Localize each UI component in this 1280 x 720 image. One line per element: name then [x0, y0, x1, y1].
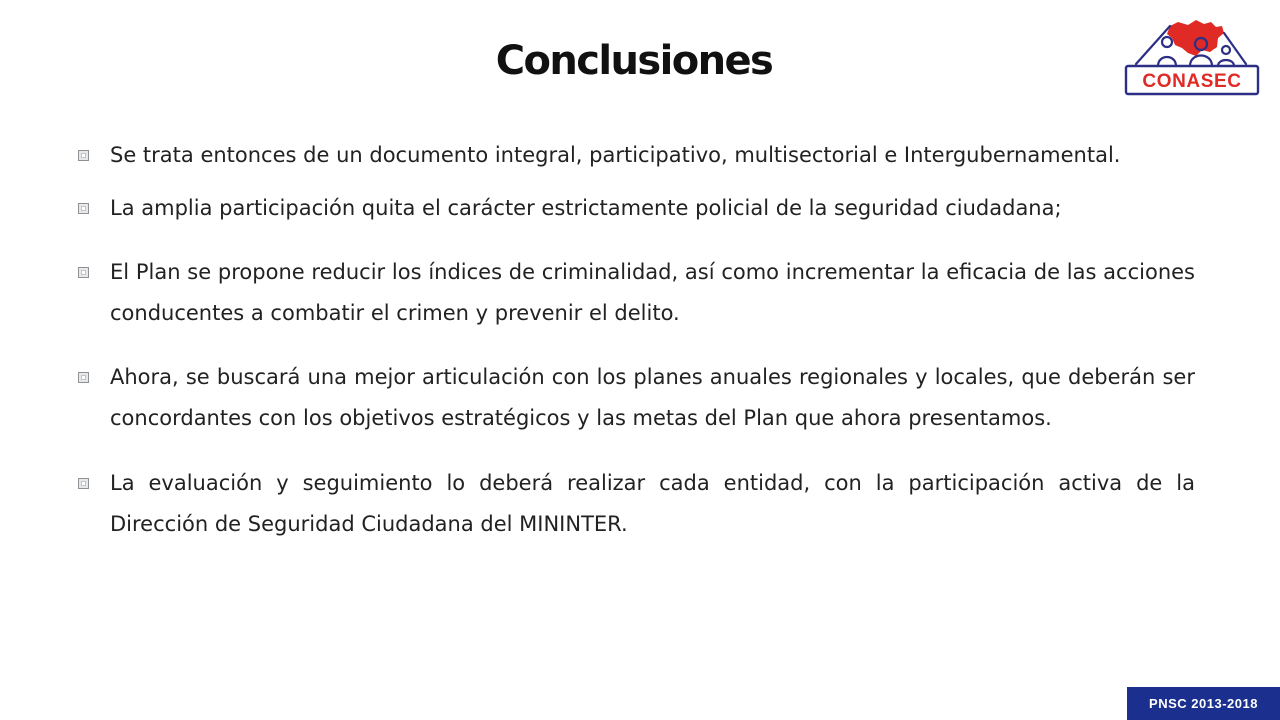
bullet-text: La evaluación y seguimiento lo deberá realizar cada entidad, con la participación activa de la Dirección de Seguridad Ciudadana del MININTER.	[110, 471, 1195, 536]
bullet-text: Se trata entonces de un documento integral, participativo, multisectorial e Intergubernamental.	[110, 143, 1121, 167]
logo-text: CONASEC	[1142, 71, 1242, 92]
map-silhouette-icon	[1167, 20, 1224, 56]
hollow-square-bullet-icon	[78, 203, 89, 214]
bullet-text: Ahora, se buscará una mejor articulación con los planes anuales regionales y locales, que deberán ser concordantes con los objetivos estratégicos y las metas del Plan que ahora presentamos.	[110, 365, 1195, 430]
hollow-square-bullet-icon	[78, 267, 89, 278]
list-item	[78, 357, 1195, 439]
list-item	[78, 463, 1195, 545]
list-item	[78, 252, 1195, 334]
slide-title: Conclusiones	[495, 38, 773, 84]
conasec-logo	[1118, 14, 1264, 98]
bullet-text: La amplia participación quita el carácter estrictamente policial de la seguridad ciudadana;	[110, 196, 1062, 220]
list-item	[78, 135, 1195, 176]
bullet-text: El Plan se propone reducir los índices de criminalidad, así como incrementar la eficacia de las acciones conducentes a combatir el crimen y prevenir el delito.	[110, 260, 1195, 325]
list-item	[78, 188, 1195, 229]
hollow-square-bullet-icon	[78, 150, 89, 161]
hollow-square-bullet-icon	[78, 372, 89, 383]
hollow-square-bullet-icon	[78, 478, 89, 489]
bullet-list	[78, 135, 1195, 545]
footer-badge: PNSC 2013-2018	[1127, 687, 1280, 720]
